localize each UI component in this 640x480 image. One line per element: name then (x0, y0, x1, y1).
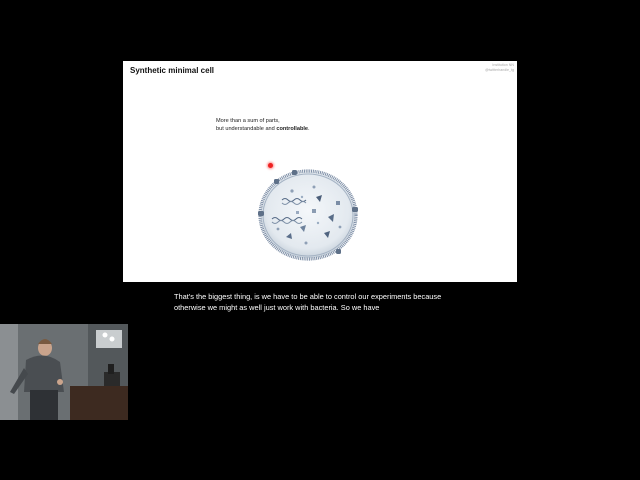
slide-title: Synthetic minimal cell (130, 66, 215, 75)
corner-line-2: @twitterhandle_tg (484, 67, 514, 72)
corner-line-1: Institution NN (492, 63, 514, 67)
slide-text-line-1: More than a sum of parts, (216, 118, 280, 124)
subtitle-line-1: That's the biggest thing, is we have to be able to control our experiments because (174, 292, 442, 301)
subtitle-line-2: otherwise we might as well just work with bacteria. So we have (174, 303, 380, 312)
video-subtitle (174, 291, 504, 313)
slide-text-line-2 (216, 125, 310, 133)
slide-text-prefix: but understandable and (216, 126, 277, 132)
slide-text-suffix: . (308, 126, 310, 132)
slide-corner-credit (485, 63, 514, 72)
presentation-slide (123, 61, 517, 282)
slide-text-bold: controllable (276, 126, 309, 132)
slide-body-text (216, 117, 310, 133)
speaker-video-thumbnail (0, 324, 128, 420)
speaker-video-image (0, 324, 128, 420)
cell-diagram-icon (256, 167, 360, 263)
